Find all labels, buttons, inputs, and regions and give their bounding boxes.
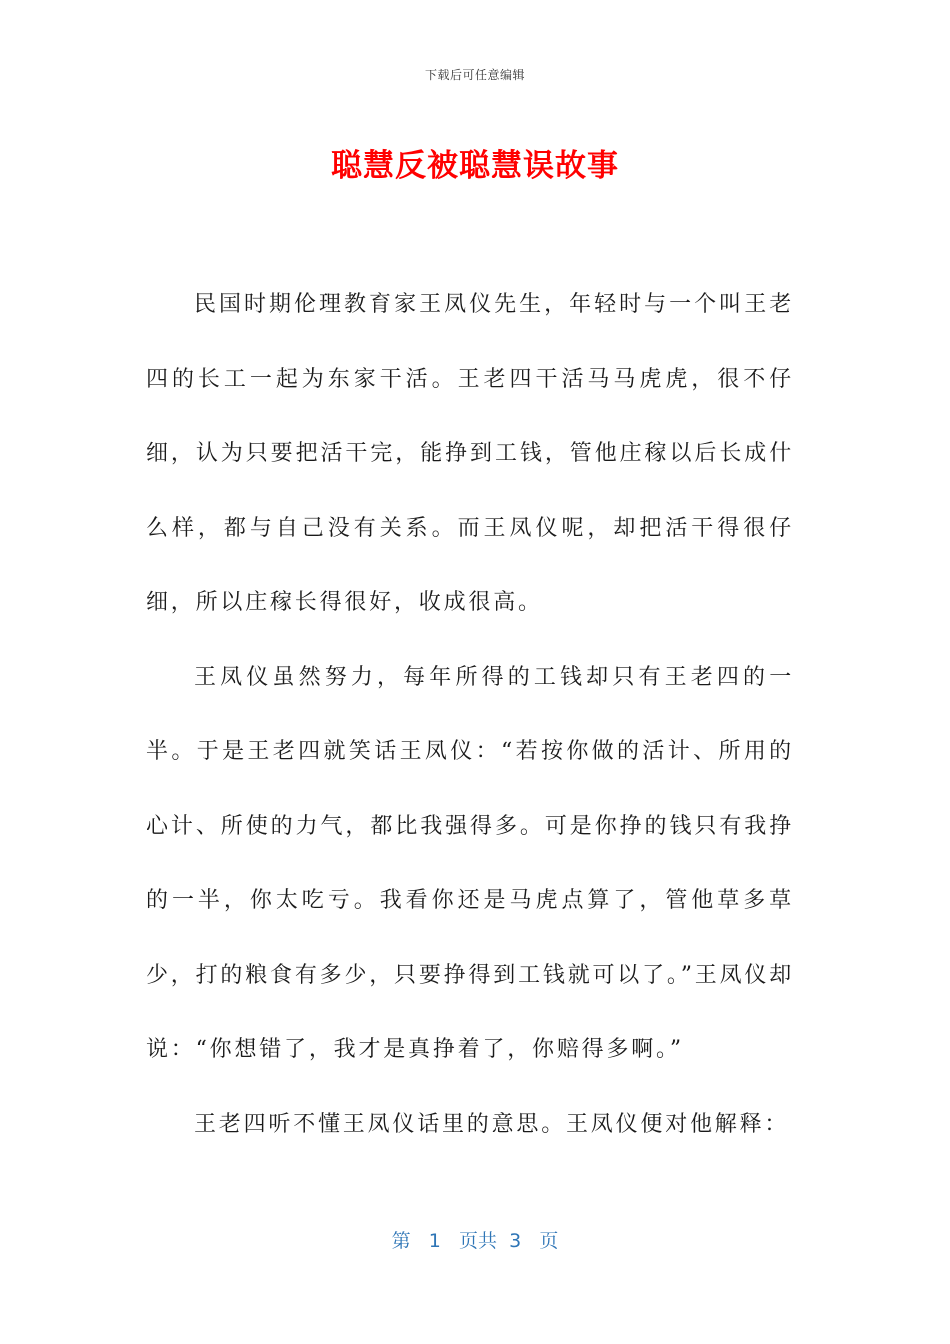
page-footer xyxy=(0,1226,950,1253)
document-title: 聪慧反被聪慧误故事 xyxy=(331,148,619,184)
paragraph: 王凤仪虽然努力，每年所得的工钱却只有王老四的一半。于是王老四就笑话王凤仪：“若按你做的活计、所用的心计、所使的力气，都比我强得多。可是你挣的钱只有我挣的一半，你太吃亏。我看你还是马虎点算了，管他草多草少，打的粮食有多少，只要挣得到工钱就可以了。”王凤仪却说：“你想错了，我才是真挣着了，你赔得多啊。” xyxy=(146,664,794,1062)
paragraph: 王老四听不懂王凤仪话里的意思。王凤仪便对他解释： xyxy=(194,1111,790,1137)
paragraph: 民国时期伦理教育家王凤仪先生，年轻时与一个叫王老四的长工一起为东家干活。王老四干活马马虎虎，很不仔细，认为只要把活干完，能挣到工钱，管他庄稼以后长成什么样，都与自己没有关系。而王凤仪呢，却把活干得很仔细，所以庄稼长得很好，收成很高。 xyxy=(146,292,794,615)
header-note: 下载后可任意编辑 xyxy=(424,68,525,82)
document-body xyxy=(146,268,794,1162)
footer-page-label: 第 xyxy=(391,1230,411,1252)
footer-total-pages: 3 xyxy=(509,1230,522,1252)
footer-current-page: 1 xyxy=(428,1230,441,1252)
footer-total-label: 页共 xyxy=(459,1230,498,1252)
footer-end-label: 页 xyxy=(539,1230,559,1252)
